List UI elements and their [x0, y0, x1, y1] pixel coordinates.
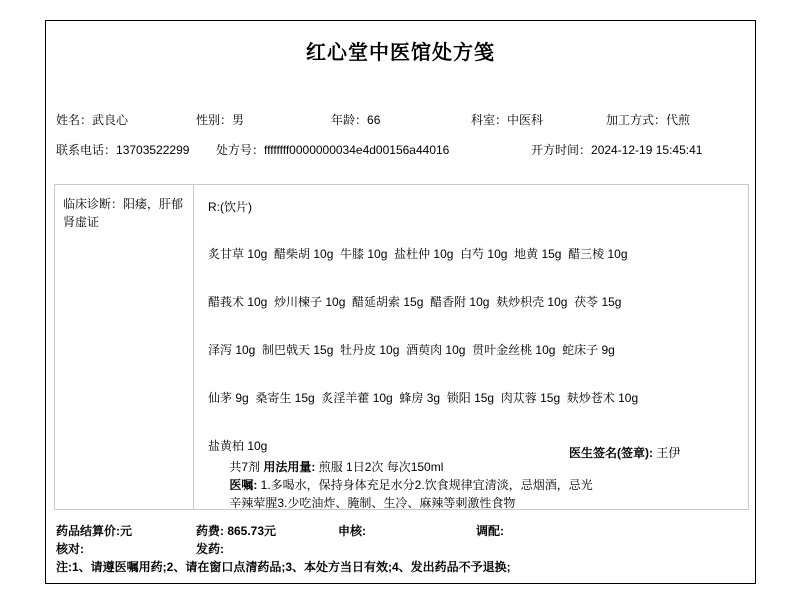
rx-time-field: [531, 141, 702, 158]
patient-gender-value: 男: [232, 113, 245, 127]
dose-count: 共7剂: [229, 460, 264, 474]
medicine-line: 醋莪术 10g 炒川楝子 10g 醋延胡索 15g 醋香附 10g 麸炒枳壳 10g 茯苓 15g: [208, 295, 622, 309]
fee-label: 药费: 865.73元: [196, 524, 277, 538]
dispense-label: 调配:: [476, 524, 504, 538]
diagnosis-cell: [55, 185, 194, 509]
patient-dept-value: 中医科: [507, 113, 544, 127]
patient-process-field: [606, 111, 690, 128]
patient-gender-label: 性别：: [196, 113, 233, 127]
rx-number-label: 处方号：: [216, 143, 265, 157]
advice-label: 医嘱:: [229, 478, 258, 492]
rx-time-label: 开方时间：: [531, 143, 592, 157]
patient-name-field: [56, 111, 128, 128]
rx-number-value: ffffffff0000000034e4d00156a44016: [264, 143, 450, 157]
patient-age-value: 66: [367, 113, 381, 127]
review-label: 申核:: [338, 524, 366, 538]
page-title: 红心堂中医馆处方笺: [306, 42, 495, 64]
medical-advice-line2: [196, 480, 515, 525]
prescription-box: [54, 184, 749, 510]
usage-label: 用法用量:: [263, 460, 316, 474]
prescription-border: [45, 20, 756, 584]
medicine-line: 盐黄柏 10g: [208, 439, 268, 453]
rx-area: [195, 185, 748, 509]
patient-gender-field: [196, 111, 244, 128]
patient-phone-label: 联系电话：: [56, 143, 117, 157]
patient-name-value: 武良心: [92, 113, 129, 127]
patient-phone-field: [56, 141, 189, 158]
medicine-line: 仙茅 9g 桑寄生 15g 炙淫羊藿 10g 蜂房 3g 锁阳 15g 肉苁蓉 15g 麸炒苍术 10g: [208, 391, 639, 405]
patient-dept-field: [471, 111, 543, 128]
note-line: 注:1、请遵医嘱用药;2、请在窗口点清药品;3、本处方当日有效;4、发出药品不予退换;: [56, 560, 511, 574]
diagnosis-label: 临床诊断：: [63, 197, 124, 211]
settle-price-label: 药品结算价:元: [56, 524, 132, 538]
patient-name-label: 姓名：: [56, 113, 93, 127]
patient-dept-label: 科室：: [471, 113, 508, 127]
advice-text2: 辛辣荤腥3.少吃油炸、腌制、生冷、麻辣等刺激性食物: [229, 496, 516, 510]
check-label: 核对:: [56, 542, 84, 556]
doctor-signature-label: 医生签名(签章):: [569, 446, 653, 460]
rx-time-value: 2024-12-19 15:45:41: [591, 143, 703, 157]
issue-label: 发药:: [196, 542, 224, 556]
doctor-signature: [569, 444, 680, 461]
patient-phone-value: 13703522299: [116, 143, 190, 157]
medicine-line: 炙甘草 10g 醋柴胡 10g 牛膝 10g 盐杜仲 10g 白芍 10g 地黄 15g 醋三棱 10g: [208, 247, 628, 261]
diagnosis-value: 阳痿，肝郁肾虚证: [63, 197, 184, 229]
patient-process-value: 代煎: [666, 113, 691, 127]
usage-value: 煎服 1日2次 每次150ml: [315, 460, 444, 474]
doctor-signature-name: 王伊: [653, 446, 681, 460]
patient-age-field: [331, 111, 380, 128]
advice-text1: 1.多喝水，保持身体充足水分2.饮食规律宜清淡，忌烟酒，忌光: [257, 478, 593, 492]
patient-process-label: 加工方式：: [606, 113, 667, 127]
rx-header: R:(饮片): [208, 200, 252, 214]
rx-number-field: [216, 141, 449, 158]
medicine-line: 泽泻 10g 制巴戟天 15g 牡丹皮 10g 酒萸肉 10g 贯叶金丝桃 10g 蛇床子 9g: [208, 343, 615, 357]
patient-age-label: 年龄：: [331, 113, 368, 127]
